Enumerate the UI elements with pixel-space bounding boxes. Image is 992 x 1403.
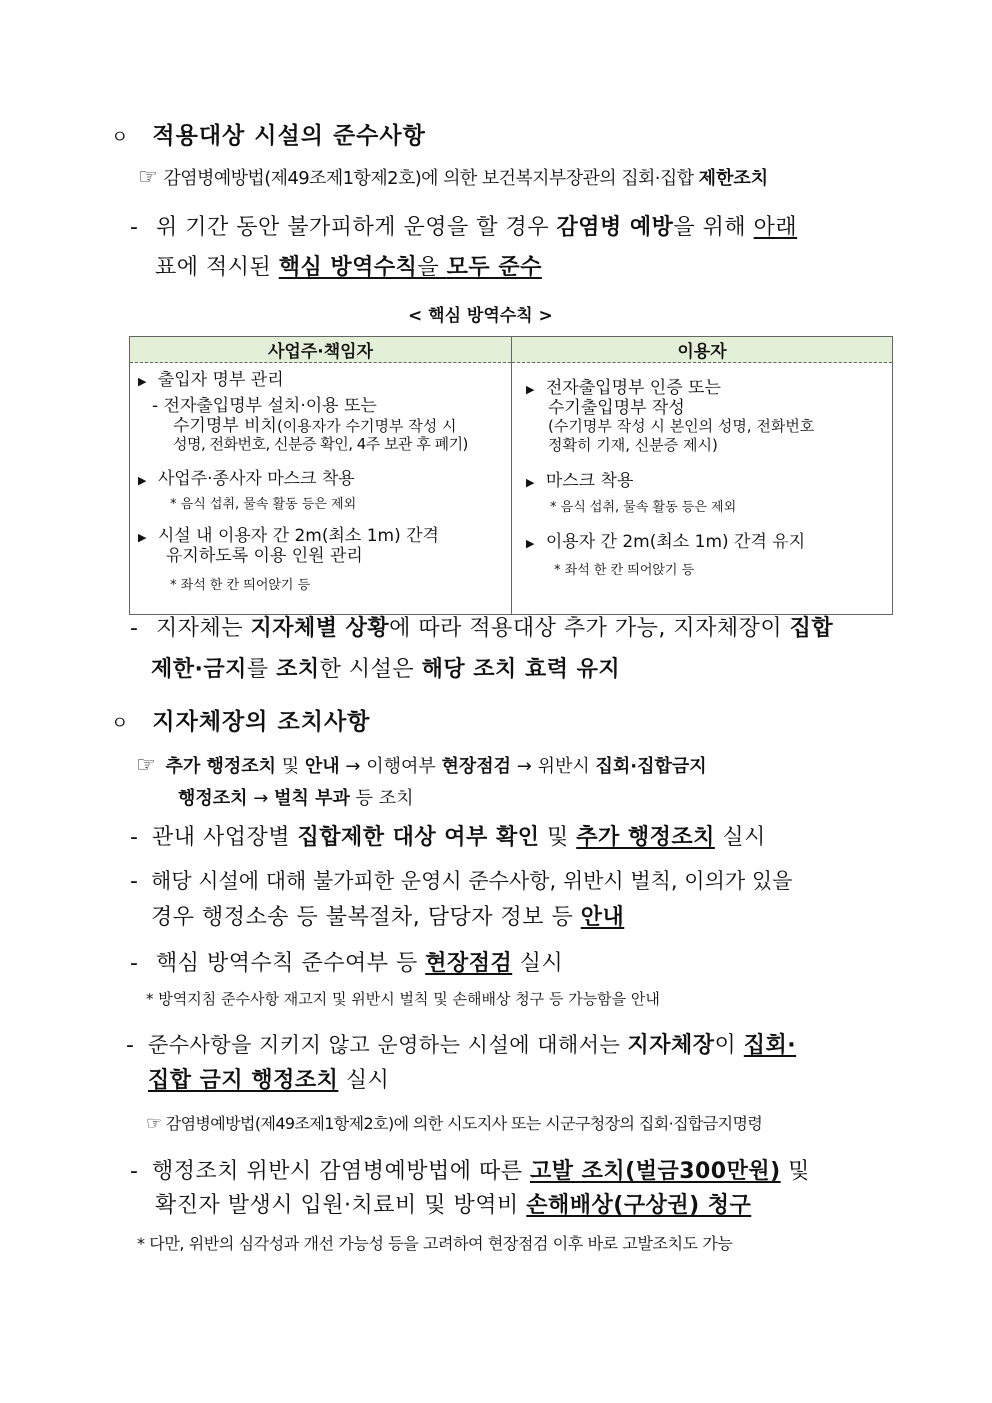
section2-heading: [111, 703, 370, 736]
triangle-bullet-icon: ▶: [138, 474, 147, 487]
col2-item1-line4: 정확히 기재, 신분증 제시): [548, 436, 718, 454]
text: 준수사항을 지키지 않고 운영하는 시설에 대해서는: [147, 1033, 628, 1057]
emphasis: 행정조치: [178, 788, 248, 809]
col2-item2: [526, 466, 633, 491]
section2-item2-line1: [130, 865, 792, 895]
section1-heading: [111, 117, 426, 150]
section1-item2-line2: [151, 652, 620, 683]
text: (이용자가 수기명부 작성 시: [276, 417, 457, 435]
col1-item1: [138, 365, 284, 390]
text: 경우 행정소송 등 불복절차, 담당자 정보 등: [151, 905, 581, 930]
emphasis: 해당 조치 효력 유지: [421, 657, 621, 682]
pointer-text: 감염병예방법(제49조제1항제2호)에 의한 보건복지부장관의 집회·집합: [163, 168, 699, 189]
dash: -: [130, 215, 139, 240]
text: 를: [246, 657, 277, 682]
section2-pointer-line2: [178, 784, 414, 810]
dash: -: [130, 616, 139, 641]
text: 한 시설은: [319, 657, 422, 682]
col2-header: 이용자: [512, 337, 893, 363]
section1-bullet: ㅇ: [111, 127, 130, 148]
col2-item1-line3: (수기명부 작성 시 본인의 성명, 전화번호: [548, 417, 815, 435]
text: 핵심 방역수칙 준수여부 등: [155, 951, 426, 976]
section1-item1-line2: [155, 250, 542, 281]
section1-title: 적용대상 시설의 준수사항: [152, 123, 426, 149]
text: 수기명부 비치: [173, 416, 277, 436]
triangle-bullet-icon: ▶: [526, 476, 535, 489]
text: 관내 사업장별: [151, 825, 298, 850]
col2-item3-note: * 좌석 한 칸 띄어앉기 등: [554, 563, 695, 578]
text: 을 위해: [673, 215, 754, 240]
pointing-hand-icon: ☞: [136, 753, 156, 778]
dash: -: [130, 869, 138, 894]
text: 실시: [512, 951, 564, 976]
text: 위 기간 동안 불가피하게 운영을 할 경우: [155, 215, 557, 240]
emphasis: 제한·금지: [151, 657, 247, 682]
col1-item3-line2: 유지하도록 이용 인원 관리: [166, 546, 363, 566]
pointing-hand-icon: ☞: [138, 165, 158, 190]
section2-bullet: ㅇ: [111, 713, 130, 734]
text: → 위반시: [511, 756, 596, 777]
text: 이용자 간 2m(최소 1m) 간격 유지: [545, 532, 806, 552]
text: →: [247, 788, 275, 809]
section2-pointer-line1: [136, 752, 707, 778]
text: 사업주·종사자 마스크 착용: [157, 469, 355, 489]
triangle-bullet-icon: ▶: [526, 537, 535, 550]
emphasis-underlined: 핵심 방역수칙: [278, 255, 418, 280]
section2-title: 지자체장의 조치사항: [152, 709, 371, 735]
emphasis-underlined: 안내: [580, 905, 625, 930]
section2-item2-line2: [151, 900, 624, 931]
col1-item2: [138, 464, 355, 489]
section2-item3-note: * 방역지침 준수사항 재고지 및 위반시 벌칙 및 손해배상 청구 등 가능함을 안내: [146, 990, 660, 1008]
col2-cell: [512, 363, 893, 615]
text: 및: [539, 825, 577, 850]
section2-pointer2: [146, 1111, 762, 1134]
text: 행정조치 위반시 감염병예방법에 따른: [151, 1159, 530, 1184]
emphasis-underlined: 현장점검: [425, 951, 513, 976]
core-rules-table: [129, 336, 893, 615]
pointer-bold-text: 제한조치: [698, 168, 769, 189]
emphasis: 지자체별 상황: [250, 616, 390, 641]
text: 이: [714, 1033, 744, 1058]
emphasis: 감염병 예방: [556, 215, 674, 240]
dash: -: [130, 951, 139, 976]
emphasis: 추가 행정조치: [165, 756, 277, 777]
text: 실시: [714, 825, 766, 850]
section2-item5-line2: [155, 1188, 751, 1219]
table-title: < 핵심 방역수칙 >: [408, 306, 553, 326]
dash: -: [130, 825, 139, 850]
emphasis-underlined: 집합 금지 행정조치: [148, 1068, 339, 1093]
text: 지자체는: [155, 616, 251, 641]
pointing-hand-icon: ☞: [146, 1113, 162, 1134]
dash: -: [130, 1159, 139, 1184]
emphasis: 집합: [789, 616, 834, 641]
section2-item4-line2: [148, 1063, 389, 1094]
text: 출입자 명부 관리: [157, 370, 284, 390]
section2-item1: [130, 820, 766, 851]
col1-item2-note: * 음식 섭취, 물속 활동 등은 제외: [170, 497, 357, 512]
emphasis: 안내: [304, 756, 340, 777]
text: 및: [780, 1159, 810, 1184]
emphasis: 지자체장: [627, 1033, 715, 1058]
underlined-text: 을: [417, 255, 447, 280]
triangle-bullet-icon: ▶: [138, 375, 147, 388]
text: 해당 시설에 대해 불가피한 운영시 준수사항, 위반시 벌칙, 이의가 있을: [150, 869, 793, 893]
text: 마스크 착용: [545, 471, 634, 491]
emphasis-underlined: 모두 준수: [446, 255, 542, 280]
col1-header: 사업주·책임자: [130, 337, 512, 363]
col2-item2-note: * 음식 섭취, 물속 활동 등은 제외: [550, 500, 737, 515]
emphasis-underlined: 손해배상(구상권) 청구: [526, 1193, 752, 1218]
col1-item1-sub3: 성명, 전화번호, 신분증 확인, 4주 보관 후 폐기): [173, 435, 468, 453]
col2-item1-line2: 수기출입명부 작성: [548, 398, 685, 418]
emphasis-underlined: 집회·: [743, 1033, 797, 1058]
emphasis-underlined: 추가 행정조치: [576, 825, 715, 850]
emphasis: 벌칙 부과: [274, 788, 350, 809]
section1-item2-line1: [130, 611, 833, 642]
section2-final-note: * 다만, 위반의 심각성과 개선 가능성 등을 고려하여 현장점검 이후 바로 고발조치도 가능: [137, 1234, 733, 1253]
emphasis: 조치: [276, 657, 320, 682]
col1-cell: [130, 363, 512, 615]
section2-item3: [130, 946, 563, 977]
text: 실시: [338, 1068, 390, 1093]
text: 전자출입명부 인증 또는: [545, 378, 721, 398]
text: 및: [276, 756, 305, 777]
section1-item1-line1: [130, 210, 797, 241]
text: 표에 적시된: [155, 255, 279, 280]
triangle-bullet-icon: ▶: [526, 383, 535, 396]
section2-item5-line1: [130, 1154, 810, 1185]
col2-item3: [526, 527, 805, 552]
emphasis: 현장점검: [441, 756, 512, 777]
text: → 이행여부: [339, 756, 442, 777]
text: 확진자 발생시 입원·치료비 및 방역비: [155, 1193, 527, 1218]
text: 시설 내 이용자 간 2m(최소 1m) 간격: [157, 526, 439, 546]
section2-item4-line1: [126, 1028, 796, 1059]
text: 등 조치: [349, 788, 414, 809]
text: 감염병예방법(제49조제1항제2호)에 의한 시도지사 또는 시군구청장의 집회·집합금지명령: [165, 1114, 763, 1133]
emphasis: 집합제한 대상 여부 확인: [297, 825, 540, 850]
col1-item3-note: * 좌석 한 칸 띄어앉기 등: [170, 578, 311, 593]
section1-pointer: [138, 164, 768, 190]
emphasis-underlined: 고발 조치(벌금300만원): [529, 1159, 781, 1184]
emphasis: 집회·집합금지: [595, 756, 707, 777]
text: 에 따라 적용대상 추가 가능, 지자체장이: [389, 616, 790, 641]
dash: -: [126, 1033, 135, 1058]
col1-item1-sub1: - 전자출입명부 설치·이용 또는: [152, 396, 377, 416]
triangle-bullet-icon: ▶: [138, 531, 147, 544]
underlined-text: 아래: [753, 215, 798, 240]
